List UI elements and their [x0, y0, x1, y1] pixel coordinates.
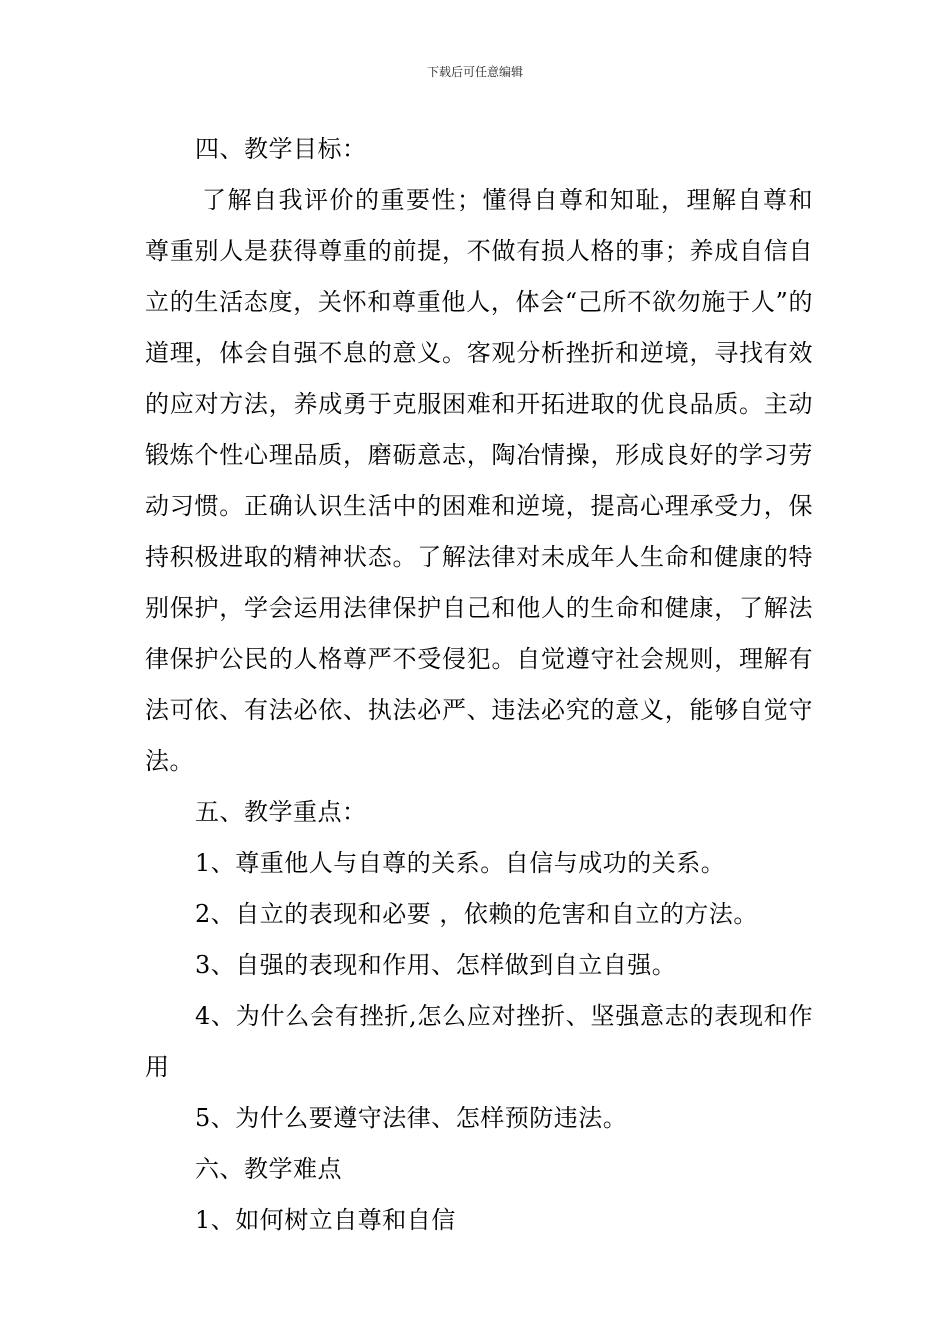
document-body — [145, 124, 813, 1246]
key-point-item: 5、为什么要遵守法律、怎样预防违法。 — [195, 1104, 628, 1132]
difficulty-item: 1、如何树立自尊和自信 — [195, 1206, 456, 1234]
key-point-item: 4、为什么会有挫折,怎么应对挫折、坚强意志的表现和作用 — [145, 1002, 813, 1081]
page-header-note: 下载后可任意编辑 — [426, 65, 523, 79]
section-4-heading: 四、教学目标： — [195, 135, 367, 163]
section-6-heading: 六、教学难点 — [195, 1155, 342, 1183]
section-4-paragraph: 了解自我评价的重要性；懂得自尊和知耻，理解自尊和尊重别人是获得尊重的前提，不做有损人格的事；养成自信自立的生活态度，关怀和尊重他人，体会“己所不欲勿施于人”的道理，体会自强不息的意义。客观分析挫折和逆境，寻找有效的应对方法，养成勇于克服困难和开拓进取的优良品质。主动锻炼个性心理品质，磨砺意志，陶冶情操，形成良好的学习劳动习惯。正确认识生活中的困难和逆境，提高心理承受力，保持积极进取的精神状态。了解法律对未成年人生命和健康的特别保护，学会运用法律保护自己和他人的生命和健康，了解法律保护公民的人格尊严不受侵犯。自觉遵守社会规则，理解有法可依、有法必依、执法必严、违法必究的意义，能够自觉守法。 — [145, 186, 813, 775]
key-point-item: 1、尊重他人与自尊的关系。自信与成功的关系。 — [195, 849, 726, 877]
section-5-heading: 五、教学重点： — [195, 798, 367, 826]
key-point-item: 3、自强的表现和作用、怎样做到自立自强。 — [195, 951, 677, 979]
key-point-item: 2、自立的表现和必要 ，依赖的危害和自立的方法。 — [195, 900, 758, 928]
